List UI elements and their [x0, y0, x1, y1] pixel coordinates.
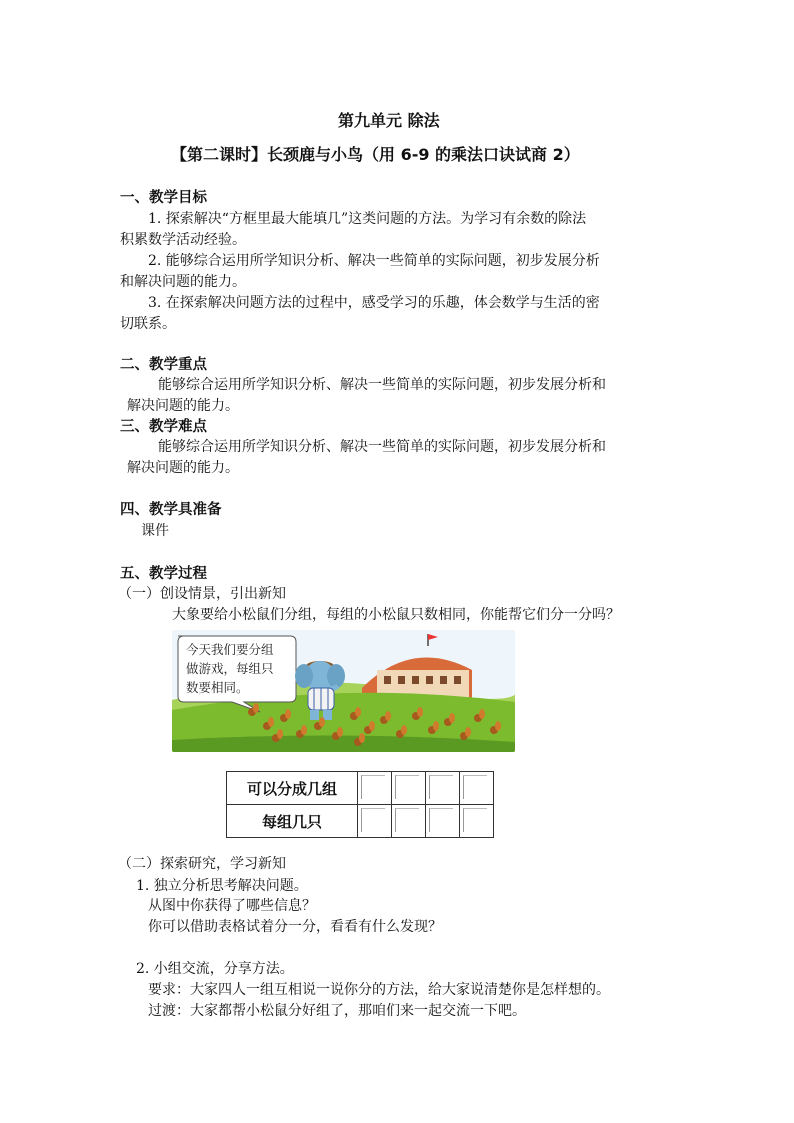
difficulties-line-2: 解决问题的能力。 [127, 460, 239, 476]
part2-title: （二）探索研究，学习新知 [118, 856, 286, 872]
part1-title: （一）创设情景，引出新知 [118, 586, 286, 602]
difficulties-line-1: 能够综合运用所学知识分析、解决一些简单的实际问题，初步发展分析和 [158, 439, 606, 455]
table-answer-cell[interactable] [392, 772, 426, 805]
table-answer-cell[interactable] [460, 772, 494, 805]
unit-title: 第九单元 除法 [338, 111, 440, 130]
step1-title: 1. 独立分析思考解决问题。 [136, 878, 308, 894]
step2-requirement: 要求：大家四人一组互相说一说你分的方法，给大家说清楚你是怎样想的。 [148, 982, 610, 998]
preparation-heading: 四、教学具准备 [120, 502, 222, 518]
svg-text:做游戏，每组只: 做游戏，每组只 [186, 661, 274, 676]
table-answer-cell[interactable] [426, 772, 460, 805]
table-row-label-per-group: 每组几只 [227, 805, 358, 838]
part1-text: 大象要给小松鼠们分组，每组的小松鼠只数相同，你能帮它们分一分吗？ [172, 607, 620, 623]
table-answer-cell[interactable] [392, 805, 426, 838]
lesson-title: 【第二课时】长颈鹿与小鸟（用 6-9 的乘法口诀试商 2） [171, 145, 580, 164]
goal-item-3-cont: 切联系。 [120, 316, 176, 332]
step1-question-1: 从图中你获得了哪些信息？ [148, 898, 316, 914]
table-answer-cell[interactable] [358, 772, 392, 805]
table-row-label-groups: 可以分成几组 [227, 772, 358, 805]
key-points-line-1: 能够综合运用所学知识分析、解决一些简单的实际问题，初步发展分析和 [158, 377, 606, 393]
goal-item-1-cont: 积累数学活动经验。 [120, 232, 246, 248]
grouping-table [226, 771, 494, 838]
goals-heading: 一、教学目标 [120, 190, 207, 206]
goal-item-1: 1. 探索解决“方框里最大能填几”这类问题的方法。为学习有余数的除法 [148, 211, 587, 227]
goal-item-2: 2. 能够综合运用所学知识分析、解决一些简单的实际问题，初步发展分析 [148, 253, 600, 269]
table-answer-cell[interactable] [358, 805, 392, 838]
table-answer-cell[interactable] [460, 805, 494, 838]
table-row [227, 805, 494, 838]
table-answer-cell[interactable] [426, 805, 460, 838]
step2-transition: 过渡：大家都帮小松鼠分好组了，那咱们来一起交流一下吧。 [148, 1003, 526, 1019]
key-points-heading: 二、教学重点 [120, 357, 207, 373]
svg-text:今天我们要分组: 今天我们要分组 [186, 642, 274, 657]
svg-text:数要相同。: 数要相同。 [186, 680, 249, 695]
goal-item-3: 3. 在探索解决问题方法的过程中，感受学习的乐趣，体会数学与生活的密 [148, 295, 600, 311]
preparation-text: 课件 [141, 523, 169, 539]
process-heading: 五、教学过程 [120, 566, 207, 582]
illustration-scene [172, 630, 515, 752]
step2-title: 2. 小组交流，分享方法。 [136, 961, 294, 977]
elephant-squirrels-illustration [172, 630, 515, 752]
table-row [227, 772, 494, 805]
key-points-line-2: 解决问题的能力。 [127, 398, 239, 414]
goal-item-2-cont: 和解决问题的能力。 [120, 274, 246, 290]
difficulties-heading: 三、教学难点 [120, 419, 207, 435]
step1-question-2: 你可以借助表格试着分一分，看看有什么发现？ [148, 919, 442, 935]
